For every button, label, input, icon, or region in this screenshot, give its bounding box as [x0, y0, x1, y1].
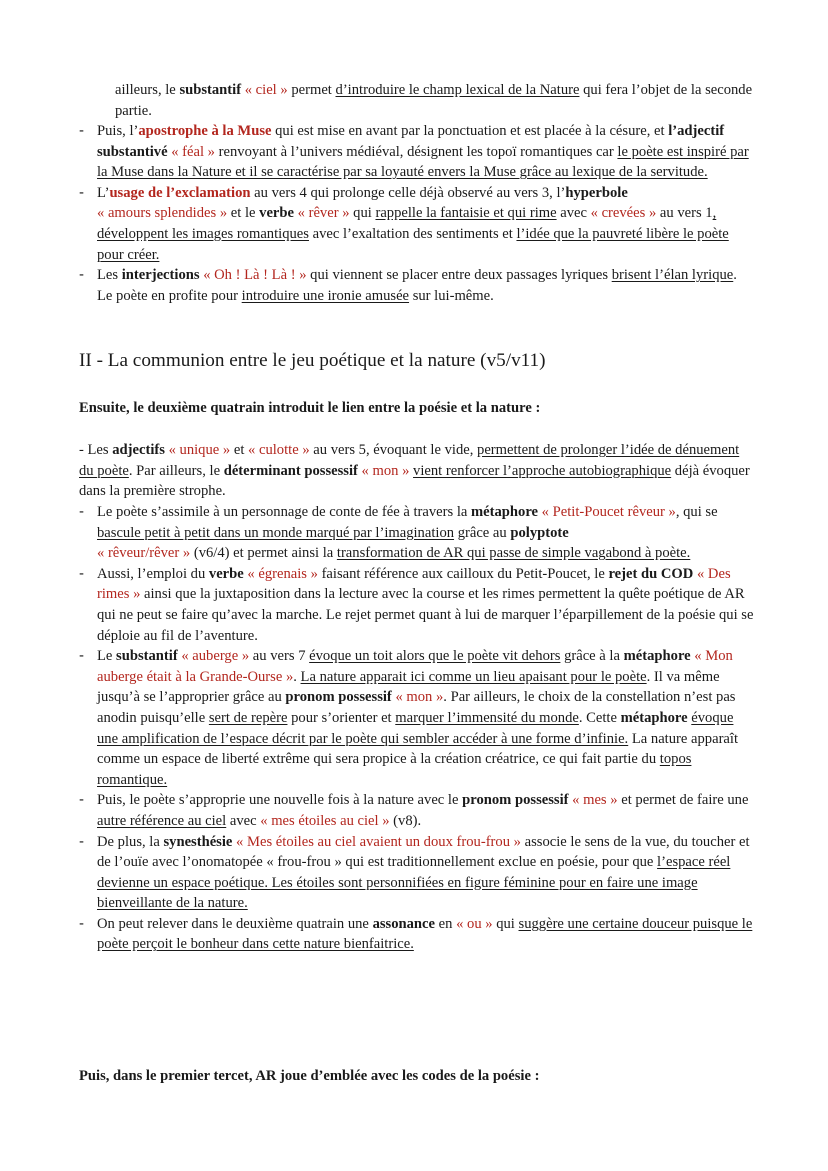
underlined-text: le poète est inspiré par la Muse dans la Nature et il se caractérise par sa loyauté envers la Muse grâce au lexique de la servitude.	[97, 143, 749, 181]
quote: « Mes étoiles au ciel avaient un doux frou-frou »	[232, 833, 521, 850]
term: adjectifs	[112, 442, 165, 458]
underlined-text: d’introduire le champ lexical de la Nature	[335, 82, 580, 98]
text-run: au vers 1	[656, 205, 713, 222]
text-run: avec	[556, 205, 591, 222]
term: synesthésie	[163, 833, 233, 850]
underlined-text: suggère une certaine douceur puisque le poète perçoit le bonheur dans cette nature bienfaitrice.	[97, 915, 753, 953]
text-run: avec	[226, 812, 261, 829]
quote: « unique »	[164, 442, 231, 458]
quote: « ciel »	[241, 82, 288, 98]
quote: « auberge »	[177, 648, 250, 665]
underlined-text: transformation de AR qui passe de simple vagabond à poète.	[336, 545, 691, 562]
underlined-text: vient renforcer l’approche autobiographique	[413, 462, 672, 479]
text-run: . Par ailleurs, le choix de la constellation n’est pas anodin puisqu’elle	[97, 689, 736, 726]
text-run: avec l’exaltation des sentiments et	[308, 225, 517, 242]
text-run: (v8).	[389, 812, 422, 829]
term: usage de l’exclamation	[109, 184, 251, 201]
underlined-text: l’idée que la pauvreté libère le poète pour créer.	[97, 225, 729, 263]
text-run: et	[230, 442, 249, 458]
list-item	[79, 564, 754, 646]
text-run: au vers 5, évoquant le vide,	[309, 442, 478, 458]
underlined-text: l’espace réel devienne un espace poétique. Les étoiles sont personnifiées en figure féminine pour en faire une image bienveillante de la nature.	[97, 854, 731, 912]
term: assonance	[372, 915, 435, 932]
term: rejet du COD	[608, 565, 694, 582]
term: pronom possessif	[285, 689, 392, 706]
quote: « égrenais »	[243, 565, 318, 582]
text-run: faisant référence aux cailloux du Petit-Poucet, le	[317, 565, 609, 582]
quote: « Petit-Poucet rêveur »	[538, 504, 676, 520]
text-run: , qui se	[675, 504, 718, 520]
intro-paragraph	[97, 80, 754, 121]
text-run: ailleurs, le	[115, 82, 180, 98]
text-run: Puis, l’	[97, 123, 139, 139]
closing-lead: Puis, dans le premier tercet, AR joue d’emblée avec les codes de la poésie :	[79, 1068, 540, 1084]
term: métaphore	[623, 648, 691, 665]
quote: « rêveur/rêver »	[97, 545, 191, 562]
term: verbe	[208, 565, 244, 582]
text-run: permet	[287, 82, 336, 98]
text-run: qui	[492, 915, 519, 932]
underlined-text: permettent de prolonger l’idée de dénuement du poète	[79, 442, 740, 479]
bullet-list-2	[79, 502, 754, 955]
text-run: Aussi, l’emploi du	[97, 565, 209, 582]
text-run: grâce au	[454, 524, 511, 541]
text-run: et permet de faire une	[617, 792, 749, 809]
term: métaphore	[471, 504, 539, 520]
list-item	[79, 121, 754, 183]
text-run: renvoyant à l’univers médiéval, désignent les topoï romantiques car	[214, 143, 618, 160]
text-run: . Cette	[578, 709, 621, 726]
text-run: Puis, le poète s’approprie une nouvelle fois à la nature avec le	[97, 792, 463, 809]
underlined-text: La nature apparait ici comme un lieu apaisant pour le poète	[300, 668, 647, 685]
underlined-text: marquer l’immensité du monde	[395, 709, 579, 726]
quote: « ou »	[456, 915, 493, 932]
text-run: au vers 4 qui prolonge celle déjà observé au vers 3, l’	[250, 184, 566, 201]
text-run: qui est mise en avant par la ponctuation et est placée à la césure, et	[271, 123, 669, 139]
underlined-text: brisent l’élan lyrique	[611, 267, 734, 284]
text-run: De plus, la	[97, 833, 164, 850]
term: pronom possessif	[462, 792, 569, 809]
term: déterminant possessif	[223, 462, 358, 479]
term: hyperbole	[565, 184, 628, 201]
text-run: pour s’orienter et	[287, 709, 396, 726]
paragraph	[79, 440, 754, 502]
term: substantif	[179, 82, 242, 98]
section-title: II - La communion entre le jeu poétique et la nature (v5/v11)	[79, 350, 546, 371]
quote: « mon »	[391, 689, 444, 706]
text-run: qui viennent se placer entre deux passages lyriques	[306, 267, 612, 284]
list-item	[79, 646, 754, 790]
quote: « mes »	[568, 792, 618, 809]
quote: « mon »	[357, 462, 410, 479]
text-run: sur lui-même.	[409, 287, 494, 304]
text-run: déjà évoquer dans la première strophe.	[79, 462, 750, 500]
underlined-text: évoque une amplification de l’espace décrit par le poète qui sembler accéder à une forme d’infinie.	[97, 709, 734, 747]
term: l’adjectif substantivé	[97, 123, 725, 160]
underlined-text: rappelle la fantaisie et qui rime	[375, 205, 557, 222]
bullet-list-1	[79, 121, 754, 306]
text-run: grâce à la	[560, 648, 624, 665]
text-run: qui fera l’objet de la seconde partie.	[115, 82, 753, 119]
text-run: en	[435, 915, 457, 932]
text-run: au vers 7	[249, 648, 310, 665]
list-item	[79, 183, 754, 265]
text-run: - Les	[79, 442, 113, 458]
text-run: . Par ailleurs, le	[128, 462, 224, 479]
underlined-text: bascule petit à petit dans un monde marqué par l’imagination	[97, 524, 455, 541]
section-lead: Ensuite, le deuxième quatrain introduit le lien entre la poésie et la nature :	[79, 400, 541, 416]
quote: « mes étoiles au ciel »	[260, 812, 390, 829]
text-run: La nature apparaît comme un espace de liberté extrême qui sera propice à la création créatrice, ce qui fait partie du	[97, 730, 739, 768]
quote: « Oh ! Là ! Là ! »	[199, 267, 307, 284]
text-run: . Le poète en profite pour	[97, 267, 737, 304]
term: substantif	[116, 648, 178, 665]
term: métaphore	[620, 709, 688, 726]
underlined-text: évoque un toit alors que le poète vit dehors	[309, 648, 561, 665]
text-run: On peut relever dans le deuxième quatrain une	[97, 915, 373, 932]
quote: « Mon auberge était à la Grande-Ourse »	[97, 648, 733, 685]
text-run: . Il va même jusqu’à se l’approprier grâce au	[97, 668, 720, 706]
text-run: .	[293, 668, 301, 685]
text-run: Le poète s’assimile à un personnage de conte de fée à travers la	[97, 504, 472, 520]
underlined-text: sert de repère	[208, 709, 288, 726]
quote: « amours splendides »	[97, 205, 228, 222]
quote: « culotte »	[248, 442, 310, 458]
list-item	[79, 502, 754, 564]
text-run: qui	[349, 205, 376, 222]
underlined-text: introduire une ironie amusée	[241, 287, 410, 304]
text-run: ainsi que la juxtaposition dans la lecture avec la course et les rimes permettent la quête poétique de AR qui ne peut se faire qu’avec la marche. Le rejet permet quant à lui de marquer l’éparpillement de la poésie qui se déploie au fil de l’aventure.	[97, 586, 754, 644]
quote: « crevées »	[590, 205, 657, 222]
quote: « féal »	[167, 143, 215, 160]
text-run: L’	[97, 184, 110, 201]
list-item	[79, 832, 754, 914]
list-item	[79, 914, 754, 955]
term: interjections	[121, 267, 200, 284]
term: polyptote	[510, 524, 569, 541]
text-run: Les	[97, 267, 122, 284]
text-run: Le	[97, 648, 117, 665]
underlined-text: autre référence au ciel	[97, 812, 227, 829]
list-item	[79, 790, 754, 831]
underlined-text: , développent les images romantiques	[97, 205, 717, 242]
quote: « rêver »	[294, 205, 350, 222]
term: verbe	[259, 205, 294, 222]
text-run: associe le sens de la vue, du toucher et de l’ouïe avec l’onomatopée « frou-frou » qui est traditionnellement exclue en poésie, pour que	[97, 833, 750, 871]
underlined-text: topos romantique.	[97, 751, 692, 788]
text-run: (v6/4) et permet ainsi la	[190, 545, 337, 562]
term: apostrophe à la Muse	[138, 123, 272, 139]
text-run: et le	[227, 205, 260, 222]
quote: « Des rimes »	[97, 565, 731, 603]
list-item	[79, 265, 754, 306]
